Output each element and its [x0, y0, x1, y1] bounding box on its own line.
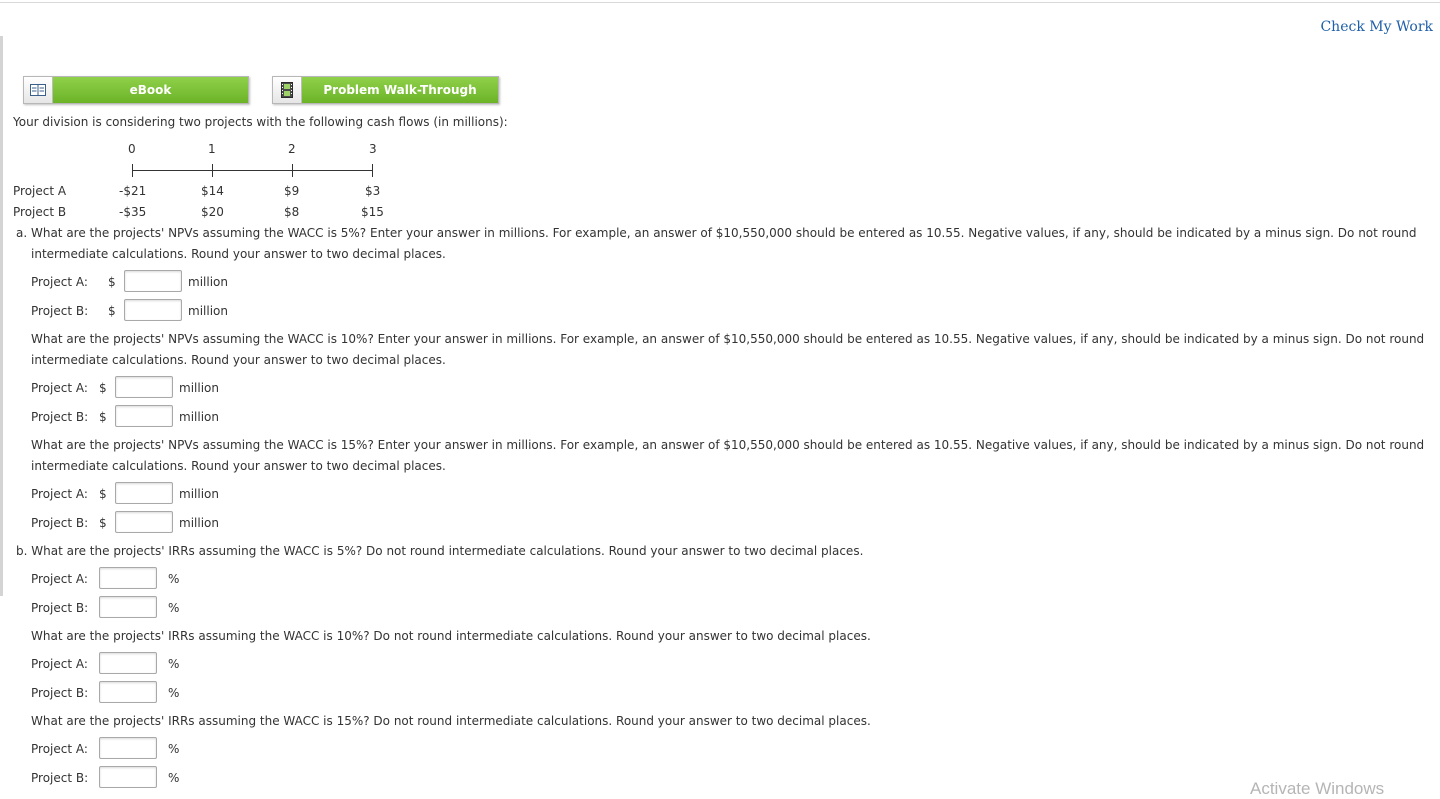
percent-unit: %	[168, 657, 180, 671]
project-a-label: Project A:	[31, 572, 88, 586]
project-a-label: Project A:	[31, 275, 88, 289]
project-a-label: Project A:	[31, 487, 88, 501]
cash-flow-cell: -$21	[119, 184, 147, 198]
ebook-label: eBook	[53, 77, 248, 103]
period-label: 2	[288, 142, 296, 156]
project-a-label: Project A:	[31, 742, 88, 756]
timeline-tick	[132, 164, 133, 177]
npv-10-project-a-input[interactable]	[115, 376, 173, 398]
timeline-tick	[212, 164, 213, 177]
problem-walkthrough-label: Problem Walk-Through	[302, 77, 498, 103]
cash-flow-cell: $14	[201, 184, 224, 198]
cash-flow-cell: $3	[365, 184, 381, 198]
project-b-label: Project B:	[31, 410, 89, 424]
irr-10-project-a-input[interactable]	[99, 652, 157, 674]
npv-5-project-b-input[interactable]	[124, 299, 182, 321]
film-icon	[273, 77, 302, 103]
period-label: 0	[128, 142, 136, 156]
timeline-axis	[132, 170, 373, 171]
cash-flow-cell: $15	[361, 205, 384, 219]
million-unit: million	[188, 304, 228, 318]
question-a-npv-10-cont: intermediate calculations. Round your answer to two decimal places.	[31, 353, 446, 367]
project-b-label: Project B:	[31, 686, 89, 700]
percent-unit: %	[168, 686, 180, 700]
period-label: 1	[208, 142, 216, 156]
project-b-label: Project B:	[31, 304, 89, 318]
book-icon	[24, 77, 53, 103]
project-a-label: Project A:	[31, 381, 88, 395]
irr-15-project-b-input[interactable]	[99, 766, 157, 788]
row-label-project-b: Project B	[13, 205, 67, 219]
percent-unit: %	[168, 601, 180, 615]
question-a-npv-10: What are the projects' NPVs assuming the WACC is 10%? Enter your answer in millions. For example, an answer of $10,550,000 should be entered as 10.55. Negative values, if any, should be indicated by a minus sign. Do not round	[31, 332, 1425, 346]
project-a-label: Project A:	[31, 657, 88, 671]
project-b-label: Project B:	[31, 771, 89, 785]
million-unit: million	[188, 275, 228, 289]
npv-5-project-a-input[interactable]	[124, 270, 182, 292]
percent-unit: %	[168, 771, 180, 785]
percent-unit: %	[168, 742, 180, 756]
dollar-sign: $	[99, 516, 107, 530]
cash-flow-cell: $20	[201, 205, 224, 219]
problem-walkthrough-button[interactable]	[272, 76, 499, 104]
irr-5-project-b-input[interactable]	[99, 596, 157, 618]
problem-intro: Your division is considering two projects with the following cash flows (in millions):	[13, 115, 508, 129]
question-b-irr-15: What are the projects' IRRs assuming the WACC is 15%? Do not round intermediate calculations. Round your answer to two decimal places.	[31, 714, 871, 728]
irr-15-project-a-input[interactable]	[99, 737, 157, 759]
question-a-npv-15: What are the projects' NPVs assuming the WACC is 15%? Enter your answer in millions. For example, an answer of $10,550,000 should be entered as 10.55. Negative values, if any, should be indicated by a minus sign. Do not round	[31, 438, 1425, 452]
dollar-sign: $	[108, 275, 116, 289]
cash-flow-cell: $8	[284, 205, 300, 219]
question-b-irr-5: b. What are the projects' IRRs assuming the WACC is 5%? Do not round intermediate calculations. Round your answer to two decimal places.	[16, 544, 864, 558]
million-unit: million	[179, 381, 219, 395]
row-label-project-a: Project A	[13, 184, 67, 198]
check-my-work-link[interactable]: Check My Work	[1320, 19, 1433, 35]
timeline-tick	[292, 164, 293, 177]
million-unit: million	[179, 410, 219, 424]
irr-10-project-b-input[interactable]	[99, 681, 157, 703]
npv-15-project-a-input[interactable]	[115, 482, 173, 504]
million-unit: million	[179, 516, 219, 530]
top-border	[0, 2, 1440, 3]
question-a-npv-5: a. What are the projects' NPVs assuming the WACC is 5%? Enter your answer in millions. For example, an answer of $10,550,000 should be entered as 10.55. Negative values, if any, should be indicated by a minus sign. Do not round	[16, 226, 1417, 240]
project-b-label: Project B:	[31, 516, 89, 530]
npv-15-project-b-input[interactable]	[115, 511, 173, 533]
ebook-button[interactable]	[23, 76, 249, 104]
million-unit: million	[179, 487, 219, 501]
activate-windows-watermark: Activate Windows	[1250, 779, 1385, 798]
irr-5-project-a-input[interactable]	[99, 567, 157, 589]
question-a-npv-15-cont: intermediate calculations. Round your answer to two decimal places.	[31, 459, 446, 473]
timeline-tick	[372, 164, 373, 177]
question-b-irr-10: What are the projects' IRRs assuming the WACC is 10%? Do not round intermediate calculations. Round your answer to two decimal places.	[31, 629, 871, 643]
percent-unit: %	[168, 572, 180, 586]
cash-flow-cell: $9	[284, 184, 300, 198]
dollar-sign: $	[99, 410, 107, 424]
npv-10-project-b-input[interactable]	[115, 405, 173, 427]
dollar-sign: $	[108, 304, 116, 318]
project-b-label: Project B:	[31, 601, 89, 615]
dollar-sign: $	[99, 381, 107, 395]
cash-flow-cell: -$35	[119, 205, 147, 219]
period-label: 3	[369, 142, 377, 156]
dollar-sign: $	[99, 487, 107, 501]
left-scroll-edge	[0, 36, 3, 596]
question-a-npv-5-cont: intermediate calculations. Round your answer to two decimal places.	[31, 247, 446, 261]
